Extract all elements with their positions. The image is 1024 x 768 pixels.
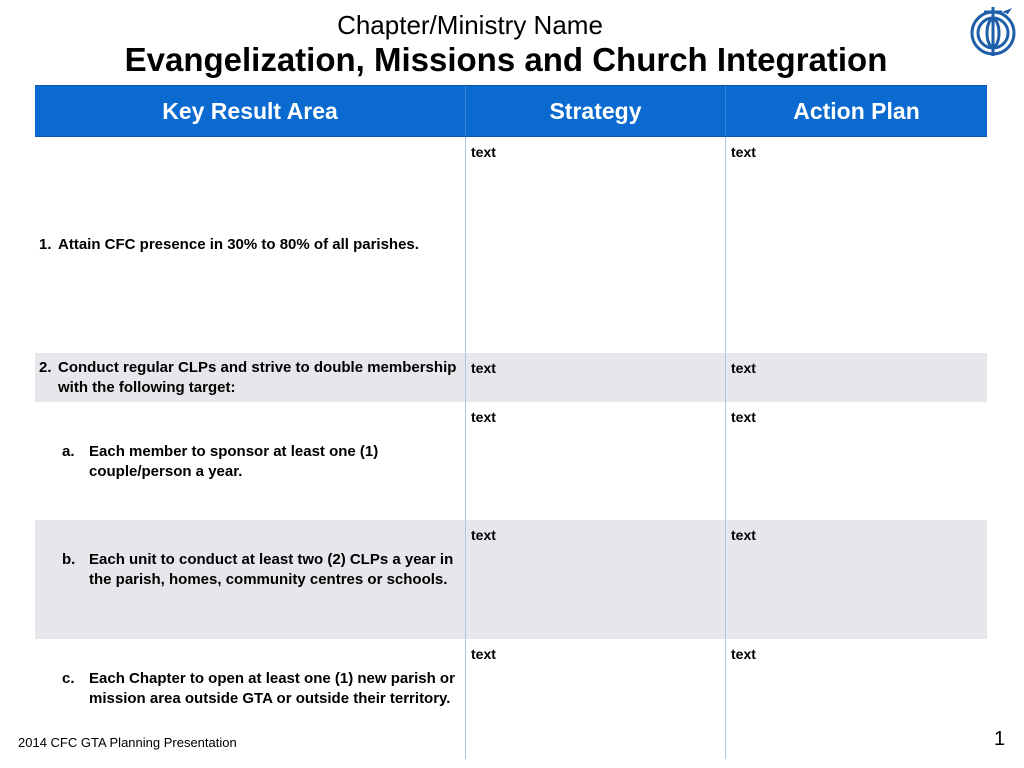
strategy-cell[interactable]: text [466,639,726,759]
kra-number: 1. [39,236,52,253]
kra-item [39,358,459,398]
action-plan-cell[interactable]: text [731,360,756,376]
footer-text: 2014 CFC GTA Planning Presentation [18,735,237,750]
kra-cell [35,402,466,520]
strategy-cell[interactable]: text [466,353,726,402]
kra-number: 2. [39,359,52,376]
kra-item [39,442,459,482]
kra-table [35,85,987,759]
page-number: 1 [994,728,1006,750]
cfc-logo-icon [968,4,1022,56]
action-plan-cell[interactable]: text [731,144,756,160]
page-title: Evangelization, Missions and Church Integration [124,41,888,78]
kra-text: Each member to sponsor at least one (1) couple/person a year. [89,443,379,480]
table-row [35,520,987,639]
table-row [35,402,987,520]
kra-letter: b. [62,551,76,568]
strategy-cell[interactable]: text [466,520,726,639]
action-plan-cell[interactable]: text [731,527,756,543]
kra-cell [35,353,466,402]
kra-item [39,235,419,255]
table-row [35,353,987,402]
kra-text: Conduct regular CLPs and strive to double membership with the following target: [58,359,457,396]
kra-text: Attain CFC presence in 30% to 80% of all parishes. [58,236,419,253]
strategy-cell[interactable]: text [466,402,726,520]
kra-text: Each Chapter to open at least one (1) new parish or mission area outside GTA or outside their territory. [89,670,455,707]
kra-letter: a. [62,443,75,460]
header-strategy: Strategy [466,86,726,136]
action-plan-cell[interactable]: text [731,646,756,662]
table-header [35,85,987,137]
action-plan-cell[interactable]: text [731,409,756,425]
kra-item [39,669,459,709]
kra-text: Each unit to conduct at least two (2) CLPs a year in the parish, homes, community centres or schools. [89,551,454,588]
header-key-result-area: Key Result Area [35,86,466,136]
kra-letter: c. [62,670,75,687]
chapter-subtitle: Chapter/Ministry Name [337,10,603,40]
kra-cell [35,520,466,639]
table-row [35,137,987,353]
strategy-cell[interactable]: text [466,137,726,353]
kra-item [39,550,459,590]
header-action-plan: Action Plan [793,97,920,124]
kra-cell [35,137,466,353]
